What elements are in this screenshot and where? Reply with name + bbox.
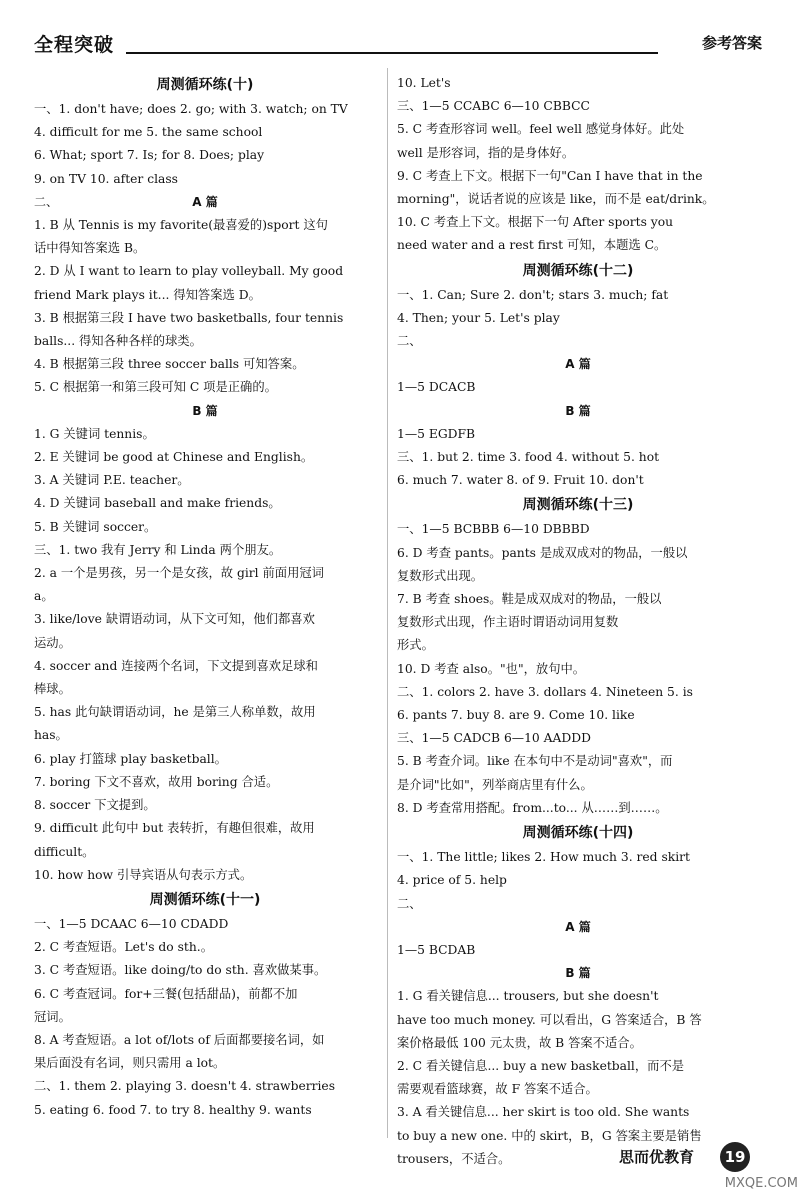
answer-line: 9. on TV 10. after class — [34, 171, 178, 186]
answer-line: 2. C 考查短语。Let's do sth.。 — [34, 940, 213, 955]
subsection-heading: B 篇 — [565, 403, 591, 418]
subsection-heading: B 篇 — [192, 403, 218, 418]
section-heading: 周测循环练(十四) — [522, 825, 634, 842]
subsection-label: A 篇 — [192, 194, 218, 209]
answer-line: 9. difficult 此句中 but 表转折，有趣但很难，故用 — [34, 821, 315, 836]
answer-line: 4. Then; your 5. Let's play — [397, 310, 560, 325]
answer-line: 5. B 关键词 soccer。 — [34, 519, 157, 534]
answer-line: 8. D 考查常用搭配。from...to... 从……到……。 — [397, 800, 668, 815]
answer-line: 6. pants 7. buy 8. are 9. Come 10. like — [397, 708, 635, 723]
answer-line: 复数形式出现。 — [397, 568, 484, 583]
answer-line: 棒球。 — [34, 682, 71, 697]
answer-line: 三、1—5 CCABC 6—10 CBBCC — [397, 99, 590, 114]
header-rule — [126, 52, 658, 54]
answer-line: balls... 得知各种各样的球类。 — [34, 334, 202, 349]
section-heading: 周测循环练(十) — [156, 77, 254, 93]
section-heading: 周测循环练(十三) — [522, 497, 634, 514]
subsection-heading: B 篇 — [565, 966, 591, 981]
answer-line: 三、1—5 CADCB 6—10 AADDD — [397, 731, 591, 746]
answer-line: 5. has 此句缺谓语动词，he 是第三人称单数，故用 — [34, 705, 316, 720]
answer-line: 3. A 关键词 P.E. teacher。 — [34, 473, 190, 488]
right-column — [397, 72, 759, 1171]
answer-line: 一、1. The little; likes 2. How much 3. red skirt — [397, 850, 690, 865]
site-watermark: MXQE.COM — [724, 1176, 798, 1191]
book-logo: 全程突破 — [34, 34, 115, 56]
answer-line: 是介词"比如"，列举商店里有什么。 — [397, 777, 593, 792]
answer-line: 2. D 从 I want to learn to play volleyball. My good — [34, 264, 344, 279]
answer-line: have too much money. 可以看出，G 答案适合，B 答 — [397, 1012, 702, 1027]
answer-line: 5. B 考查介词。like 在本句中不是动词"喜欢"，而 — [397, 754, 673, 769]
answer-line: 1—5 EGDFB — [397, 426, 476, 441]
answer-line: 2. E 关键词 be good at Chinese and English。 — [34, 450, 314, 465]
answer-line: 2. C 看关键信息... buy a new basketball，而不是 — [397, 1058, 685, 1073]
answer-line: 5. C 考查形容词 well。feel well 感觉身体好。此处 — [397, 122, 685, 137]
answer-line: morning"，说话者说的应该是 like，而不是 eat/drink。 — [397, 192, 715, 207]
answer-line: 冠词。 — [34, 1009, 71, 1024]
answer-line: 话中得知答案选 B。 — [34, 241, 146, 256]
answer-line: 果后面没有名词，则只需用 a lot。 — [34, 1056, 226, 1071]
answer-line: 4. price of 5. help — [397, 873, 507, 888]
answer-line: 一、1. don't have; does 2. go; with 3. watch; on TV — [34, 102, 348, 116]
section-heading: 周测循环练(十二) — [522, 262, 634, 279]
answer-line: 6. C 考查冠词。for+三餐(包括甜品)，前都不加 — [34, 986, 298, 1001]
answer-line: 10. Let's — [397, 76, 451, 90]
subsection-heading: A 篇 — [565, 357, 591, 372]
answer-line: has。 — [34, 728, 68, 743]
answer-line: 三、1. two 我有 Jerry 和 Linda 两个朋友。 — [34, 542, 282, 557]
column-divider — [387, 68, 388, 1138]
answer-line: trousers，不适合。 — [397, 1151, 511, 1166]
answer-line: 复数形式出现，作主语时谓语动词用复数 — [397, 615, 619, 630]
answer-line: 10. how how 引导宾语从句表示方式。 — [34, 867, 253, 882]
answer-line: 4. B 根据第三段 three soccer balls 可知答案。 — [34, 357, 305, 372]
answer-line: 1. B 从 Tennis is my favorite(最喜爱的)sport 这句 — [34, 218, 328, 233]
section-title: 参考答案 — [701, 34, 762, 52]
answer-line: 9. C 考查上下文。根据下一句"Can I have that in the — [397, 168, 703, 183]
page-number: 19 — [720, 1142, 750, 1172]
answer-line: 一、1. Can; Sure 2. don't; stars 3. much; fat — [397, 287, 669, 302]
answer-line: 7. boring 下文不喜欢，故用 boring 合适。 — [34, 774, 279, 789]
answer-line: 运动。 — [34, 635, 71, 650]
answer-line: 三、1. but 2. time 3. food 4. without 5. hot — [397, 450, 660, 465]
answer-line: 10. D 考查 also。"也"，放句中。 — [397, 661, 586, 676]
answer-line: 一、1—5 DCAAC 6—10 CDADD — [34, 916, 229, 931]
answer-line: well 是形容词，指的是身体好。 — [397, 145, 575, 160]
answer-line: 形式。 — [397, 638, 434, 653]
answer-line: 二、 — [397, 334, 422, 349]
subsection-heading: A 篇 — [565, 919, 591, 934]
footer-brand: 思而优教育 — [618, 1148, 694, 1166]
answer-line: 3. C 考查短语。like doing/to do sth. 喜欢做某事。 — [34, 963, 327, 978]
page-header — [34, 30, 762, 60]
section-heading: 周测循环练(十一) — [149, 891, 261, 908]
answer-line: 10. C 考查上下文。根据下一句 After sports you — [397, 215, 674, 230]
answer-line: 3. B 根据第三段 I have two basketballs, four tennis — [34, 310, 344, 325]
answer-line: 6. much 7. water 8. of 9. Fruit 10. don't — [397, 473, 644, 488]
answer-line: friend Mark plays it... 得知答案选 D。 — [34, 287, 261, 302]
answer-line: 2. a 一个是男孩，另一个是女孩，故 girl 前面用冠词 — [34, 566, 324, 581]
part-label: 二、 — [34, 194, 59, 209]
answer-line: a。 — [34, 589, 54, 604]
answer-line: difficult。 — [34, 844, 95, 859]
answer-line: 6. What; sport 7. Is; for 8. Does; play — [34, 148, 265, 163]
answer-line: 3. like/love 缺谓语动词，从下文可知，他们都喜欢 — [34, 612, 315, 627]
answer-line: need water and a rest first 可知，本题选 C。 — [397, 238, 667, 253]
answer-line: 3. A 看关键信息... her skirt is too old. She wants — [397, 1105, 690, 1120]
answer-line: 需要观看篮球赛，故 F 答案不适合。 — [397, 1082, 598, 1097]
answer-line: 1—5 DCACB — [397, 380, 476, 395]
answer-line: 1. G 关键词 tennis。 — [34, 426, 155, 441]
answer-line: 二、 — [397, 896, 422, 911]
answer-line: 5. eating 6. food 7. to try 8. healthy 9. wants — [34, 1102, 312, 1117]
answer-line: 一、1—5 BCBBB 6—10 DBBBD — [397, 522, 590, 537]
answer-line: 4. soccer and 连接两个名词，下文提到喜欢足球和 — [34, 658, 318, 673]
answer-line: 二、1. colors 2. have 3. dollars 4. Nineteen 5. is — [397, 684, 693, 699]
left-column — [34, 72, 376, 1122]
answer-line: 6. play 打篮球 play basketball。 — [34, 751, 227, 766]
answer-line: 6. D 考查 pants。pants 是成双成对的物品，一般以 — [397, 545, 688, 560]
answer-line: 1—5 BCDAB — [397, 942, 476, 957]
answer-line: 4. D 关键词 baseball and make friends。 — [34, 496, 281, 511]
answer-line: 7. B 考查 shoes。鞋是成双成对的物品，一般以 — [397, 592, 662, 607]
answer-line: 1. G 看关键信息... trousers, but she doesn't — [397, 989, 659, 1004]
answer-line: 8. soccer 下文提到。 — [34, 798, 156, 813]
answer-line: 5. C 根据第一和第三段可知 C 项是正确的。 — [34, 380, 277, 395]
answer-line: 案价格最低 100 元太贵，故 B 答案不适合。 — [397, 1035, 642, 1050]
answer-line: 4. difficult for me 5. the same school — [34, 125, 263, 140]
answer-line: 二、1. them 2. playing 3. doesn't 4. strawberries — [34, 1079, 336, 1094]
answer-line: to buy a new one. 中的 skirt，B，G 答案主要是销售 — [397, 1128, 702, 1143]
answer-line: 8. A 考查短语。a lot of/lots of 后面都要接名词，如 — [34, 1032, 325, 1047]
subsection-heading — [34, 191, 376, 214]
